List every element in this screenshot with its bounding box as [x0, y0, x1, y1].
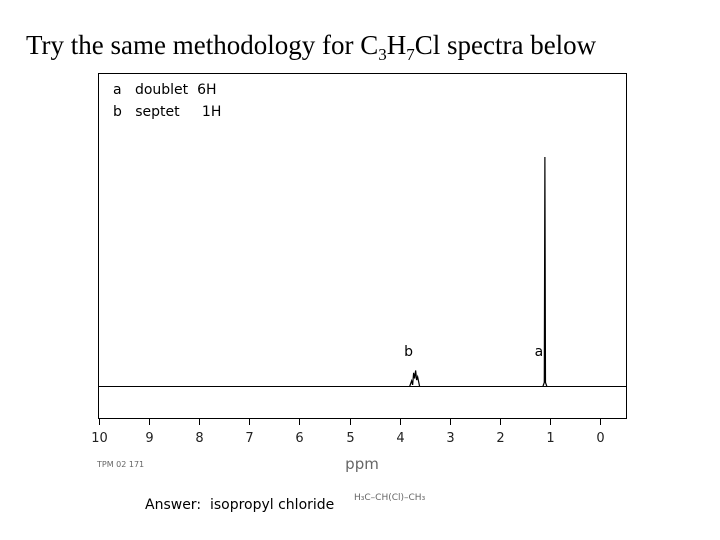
assignment-row-a [113, 82, 217, 98]
x-tick-label: 6 [295, 431, 304, 446]
peaks-group [404, 157, 547, 387]
assignment-integration: 6H [197, 82, 217, 98]
peak-b [410, 370, 420, 386]
answer-label: Answer: [145, 497, 202, 513]
title-formula-c: Try the same methodology for C [26, 30, 379, 60]
x-tick-label: 2 [496, 431, 505, 446]
title-tail: Cl spectra below [414, 30, 597, 60]
assignment-row-b [113, 104, 221, 120]
x-tick-label: 4 [396, 431, 405, 446]
assignment-integration: 1H [201, 104, 222, 120]
answer-value: isopropyl chloride [209, 497, 335, 513]
peak-label-b: b [404, 344, 414, 360]
assignment-label: b [113, 104, 122, 120]
title-subscript-7: 7 [406, 45, 415, 64]
structure-formula: H₃C–CH(Cl)–CH₃ [354, 493, 426, 503]
x-tick-label: 3 [446, 431, 455, 446]
x-tick-label: 9 [145, 431, 154, 446]
peak-a [543, 157, 547, 387]
assignment-multiplicity: septet [135, 104, 180, 120]
footer-code: TPM 02 171 [97, 460, 145, 469]
x-tick-label: 1 [546, 431, 555, 446]
assignment-multiplicity: doublet [134, 82, 189, 98]
x-tick-label: 0 [596, 431, 605, 446]
x-tick-label: 7 [245, 431, 254, 446]
answer-line [145, 497, 334, 513]
x-axis-ticks [91, 418, 604, 446]
peak-label-a: a [534, 344, 544, 360]
x-tick-label: 5 [346, 431, 355, 446]
x-axis-label: ppm [345, 455, 379, 473]
plot-frame [99, 74, 627, 419]
assignment-label: a [113, 82, 122, 98]
title-subscript-3: 3 [378, 45, 387, 64]
x-tick-label: 10 [91, 431, 108, 446]
x-tick-label: 8 [195, 431, 204, 446]
title-formula-h: H [386, 30, 407, 60]
